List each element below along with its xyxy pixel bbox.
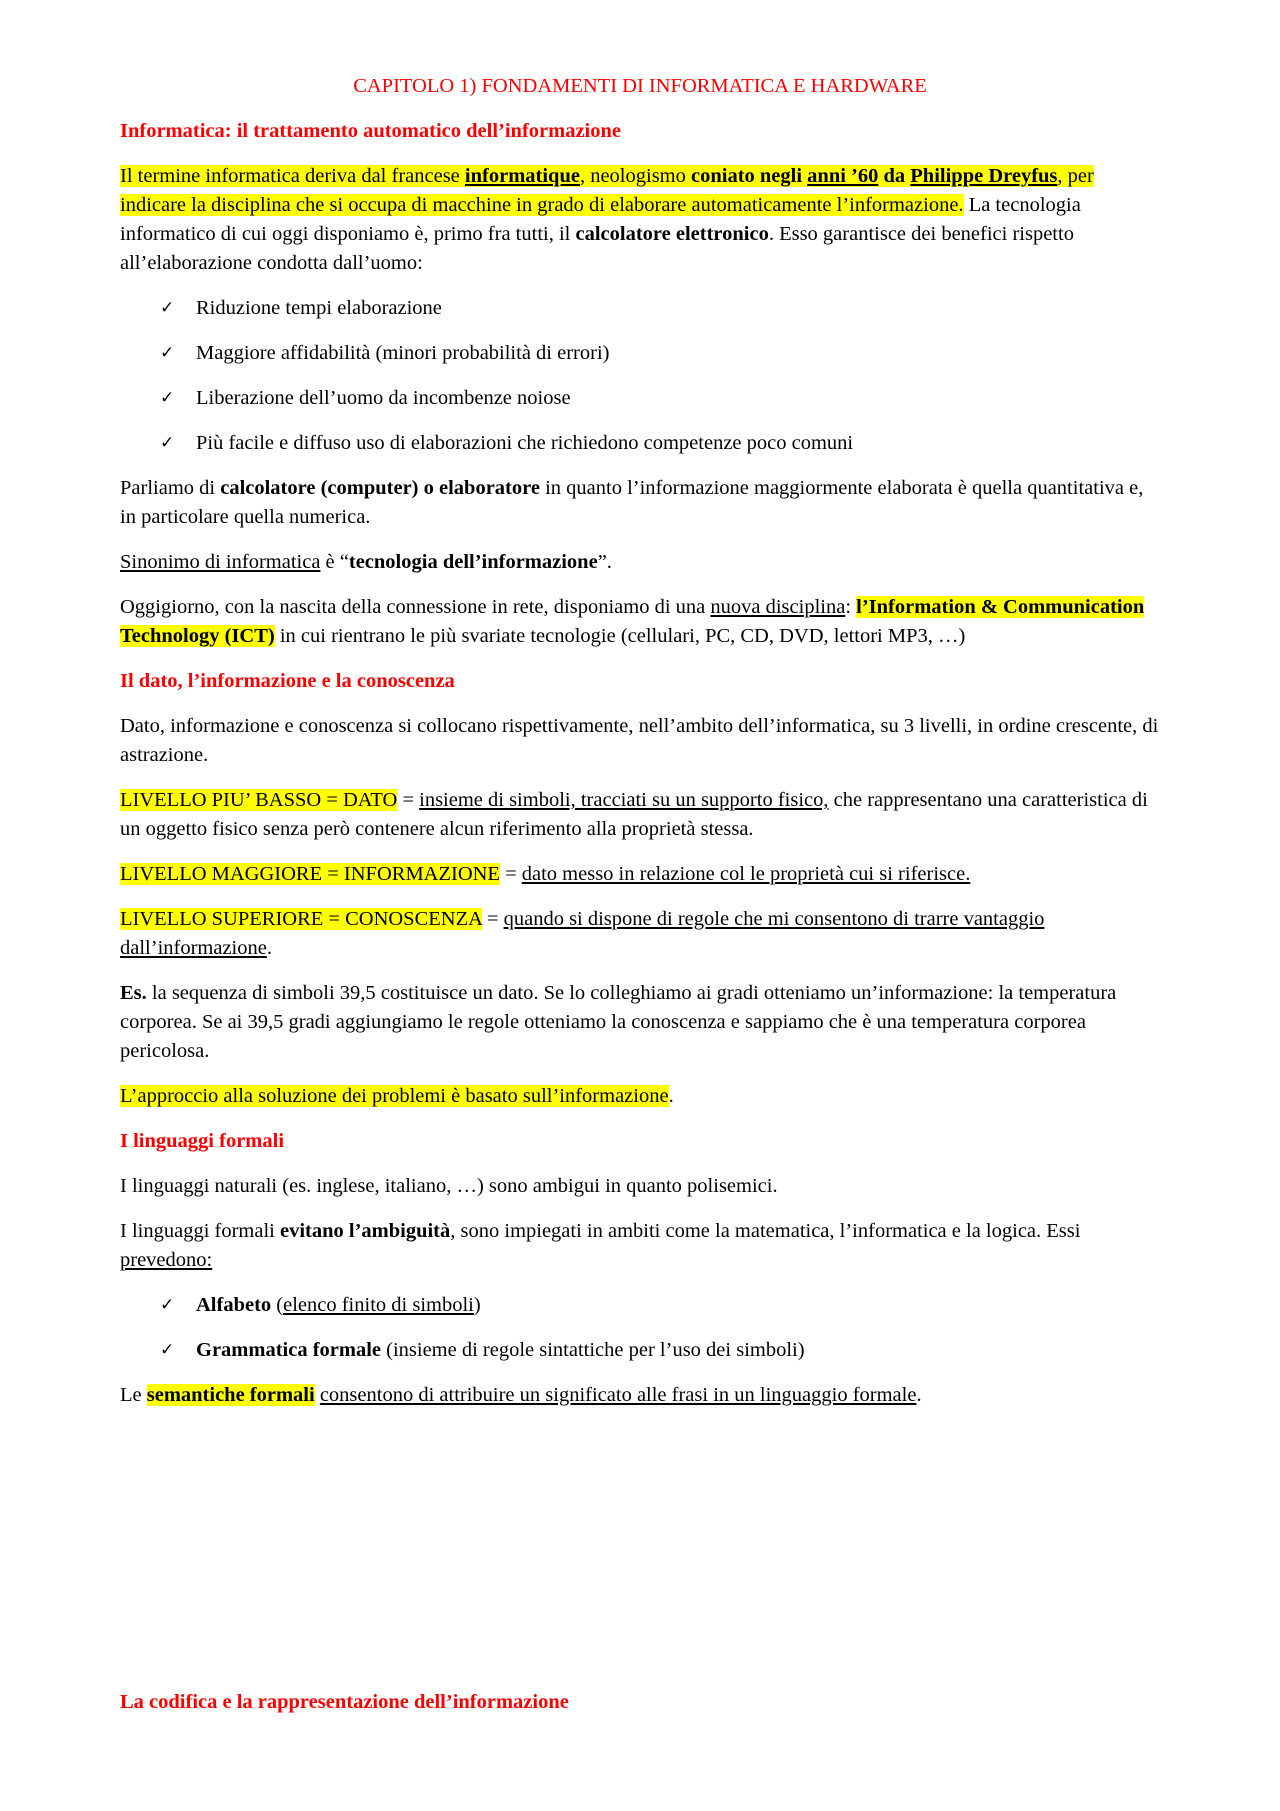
text-anni-60: anni ’60	[807, 165, 879, 187]
paragraph-semantiche	[120, 1381, 1160, 1410]
section-heading-linguaggi: I linguaggi formali	[120, 1130, 285, 1152]
text: .	[916, 1384, 922, 1406]
text: è “	[320, 551, 349, 573]
text: (	[271, 1294, 284, 1316]
term-semantiche-formali: semantiche formali	[146, 1384, 315, 1406]
text: =	[499, 863, 522, 885]
list-item	[160, 339, 1160, 368]
highlight-approccio: L’approccio alla soluzione dei problemi è basato sull’informazione	[120, 1085, 669, 1107]
text: )	[473, 1294, 481, 1316]
paragraph-sinonimo	[120, 548, 1160, 577]
list-item-text: Più facile e diffuso uso di elaborazioni che richiedono competenze poco comuni	[196, 432, 854, 454]
term-grammatica: Grammatica formale	[196, 1339, 381, 1361]
benefits-checklist	[120, 294, 1160, 458]
list-item-text: Riduzione tempi elaborazione	[196, 297, 442, 319]
text: in cui rientrano le più svariate tecnologie (cellulari, PC, CD, DVD, lettori MP3, …)	[274, 625, 966, 647]
paragraph-linguaggi-formali	[120, 1217, 1160, 1275]
text: in quanto l’informazione maggiormente elaborata è quella quantitativa e, in particolare quella numerica.	[120, 477, 1144, 528]
text-definizione: insieme di simboli, tracciati su un supporto fisico,	[419, 789, 829, 811]
paragraph-livello-informazione	[120, 860, 1160, 889]
paragraph-approccio	[120, 1082, 1160, 1111]
text: (insieme di regole sintattiche per l’uso dei simboli)	[381, 1339, 805, 1361]
term-ict: l’Information & Communication Technology (ICT)	[120, 596, 1145, 647]
text-sinonimo: Sinonimo di informatica	[120, 551, 321, 573]
label-livello-dato: LIVELLO PIU’ BASSO = DATO	[120, 789, 398, 811]
text: che rappresentano una caratteristica di un oggetto fisico senza però contenere alcun riferimento alla proprietà stessa.	[120, 789, 1148, 840]
text: =	[481, 908, 504, 930]
label-livello-informazione: LIVELLO MAGGIORE = INFORMAZIONE	[120, 863, 500, 885]
text: . Esso garantisce dei benefici rispetto all’elaborazione condotta dall’uomo:	[120, 223, 1074, 274]
section-heading-codifica: La codifica e la rappresentazione dell’informazione	[120, 1691, 569, 1713]
term-calcolatore: calcolatore (computer) o elaboratore	[220, 477, 540, 499]
text: ”.	[597, 551, 612, 573]
text-definizione: consentono di attribuire un significato alle frasi in un linguaggio formale	[319, 1384, 917, 1406]
check-icon: ✓	[160, 1295, 175, 1315]
check-icon: ✓	[160, 433, 175, 453]
paragraph-livello-dato	[120, 786, 1160, 844]
name-philippe-dreyfus: Philippe Dreyfus	[910, 165, 1058, 187]
check-icon: ✓	[160, 388, 175, 408]
text-nuova-disciplina: nuova disciplina	[710, 596, 846, 618]
check-icon: ✓	[160, 343, 175, 363]
label-livello-conoscenza: LIVELLO SUPERIORE = CONOSCENZA	[120, 908, 482, 930]
text: :	[845, 596, 857, 618]
paragraph-calcolatore	[120, 474, 1160, 532]
paragraph-livelli: Dato, informazione e conoscenza si collocano rispettivamente, nell’ambito dell’informatica, su 3 livelli, in ordine crescente, di astrazione.	[120, 715, 1159, 766]
highlight-intro	[120, 165, 1094, 216]
paragraph-intro	[120, 162, 1160, 278]
term-informatique: informatique	[464, 165, 580, 187]
term-tecnologia-informazione: tecnologia dell’informazione	[348, 551, 598, 573]
page-title: CAPITOLO 1) FONDAMENTI DI INFORMATICA E HARDWARE	[353, 75, 927, 97]
list-item-text: Liberazione dell’uomo da incombenze noiose	[196, 387, 571, 409]
text: , neologismo	[579, 165, 691, 187]
text-bold: da	[878, 165, 911, 187]
text: Oggigiorno, con la nascita della connessione in rete, disponiamo di una	[120, 596, 711, 618]
text: Le	[120, 1384, 147, 1406]
check-icon: ✓	[160, 298, 175, 318]
text: =	[397, 789, 420, 811]
paragraph-ict	[120, 593, 1160, 651]
list-item-text: Maggiore affidabilità (minori probabilità di errori)	[196, 342, 610, 364]
list-item	[160, 294, 1160, 323]
text: la sequenza di simboli 39,5 costituisce un dato. Se lo colleghiamo ai gradi otteniamo un’informazione: la temperatura corporea. Se ai 39,5 gradi aggiungiamo le regole otteniamo la conoscenza e sappiamo che è una temperatura corporea pericolosa.	[120, 982, 1117, 1062]
text-bold: coniato negli	[691, 165, 808, 187]
section-heading-informatica: Informatica: il trattamento automatico dell’informazione	[120, 120, 621, 142]
paragraph-esempio	[120, 979, 1160, 1066]
text-prevedono: prevedono:	[120, 1249, 213, 1271]
term-ambiguita: evitano l’ambiguità	[279, 1220, 451, 1242]
paragraph-livello-conoscenza	[120, 905, 1160, 963]
list-item	[160, 429, 1160, 458]
text: Il termine informatica deriva dal francese	[120, 165, 465, 187]
term-calcolatore-elettronico: calcolatore elettronico	[575, 223, 769, 245]
text: La tecnologia informatico di cui oggi disponiamo è, primo fra tutti, il	[120, 194, 1081, 245]
text-definizione: dato messo in relazione col le proprietà cui si riferisce.	[521, 863, 971, 885]
list-item	[160, 1291, 1160, 1320]
text: I linguaggi formali	[120, 1220, 280, 1242]
paragraph-linguaggi-naturali: I linguaggi naturali (es. inglese, italiano, …) sono ambigui in quanto polisemici.	[120, 1175, 778, 1197]
text: , per indicare la disciplina che si occupa di macchine in grado di elaborare automaticamente l’informazione.	[120, 165, 1094, 216]
check-icon: ✓	[160, 1340, 175, 1360]
list-item	[160, 1336, 1160, 1365]
formal-language-checklist	[120, 1291, 1160, 1365]
text: Parliamo di	[120, 477, 221, 499]
text: .	[266, 937, 272, 959]
label-es: Es.	[120, 982, 147, 1004]
text-elenco: elenco finito di simboli	[283, 1294, 474, 1316]
text: .	[668, 1085, 674, 1107]
text-definizione: quando si dispone di regole che mi consentono di trarre vantaggio dall’informazione	[120, 908, 1045, 959]
term-alfabeto: Alfabeto	[196, 1294, 272, 1316]
list-item	[160, 384, 1160, 413]
section-heading-dato: Il dato, l’informazione e la conoscenza	[120, 670, 455, 692]
text: , sono impiegati in ambiti come la matematica, l’informatica e la logica. Essi	[450, 1220, 1081, 1242]
